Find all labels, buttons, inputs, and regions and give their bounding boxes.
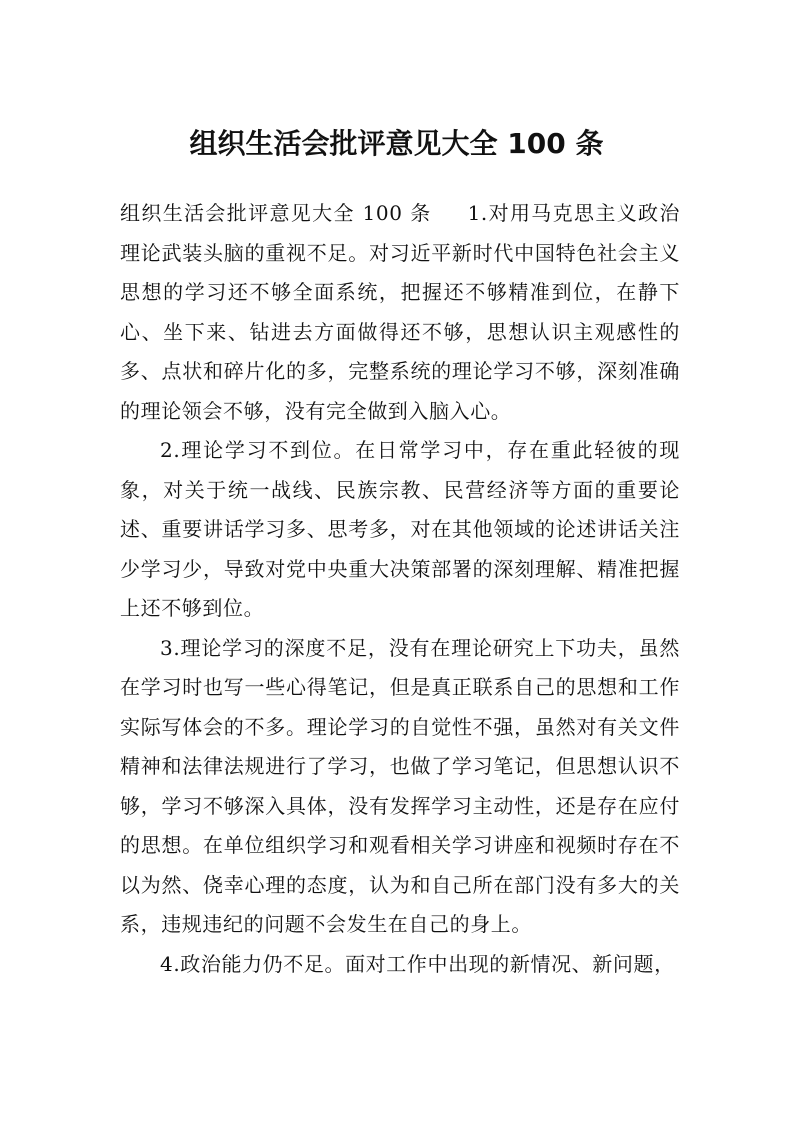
intro-heading: 组织生活会批评意见大全 100 条 (120, 201, 432, 225)
paragraph-1-text: 1.对用马克思主义政治理论武装头脑的重视不足。对习近平新时代中国特色社会主义思想的学习还不够全面系统，把握还不够精准到位，在静下心、坐下来、钻进去方面做得还不够，思想认识主观感性的多、点状和碎片化的多，完整系统的理论学习不够，深刻准确的理论领会不够，没有完全做到入脑入心。 (120, 201, 680, 423)
document-title: 组织生活会批评意见大全 100 条 (189, 127, 604, 160)
paragraph-4: 4.政治能力仍不足。面对工作中出现的新情况、新问题， (160, 951, 675, 976)
paragraph-2: 2.理论学习不到位。在日常学习中，存在重此轻彼的现象，对关于统一战线、民族宗教、民营经济等方面的重要论述、重要讲话学习多、思考多，对在其他领域的论述讲话关注少学习少，导致对党中央重大决策部署的深刻理解、精准把握上还不够到位。 (120, 438, 680, 620)
paragraph-1 (120, 194, 680, 431)
document-body (120, 194, 680, 984)
paragraph-3: 3.理论学习的深度不足，没有在理论研究上下功夫，虽然在学习时也写一些心得笔记，但是真正联系自己的思想和工作实际写体会的不多。理论学习的自觉性不强，虽然对有关文件精神和法律法规进行了学习，也做了学习笔记，但思想认识不够，学习不够深入具体，没有发挥学习主动性，还是存在应付的思想。在单位组织学习和观看相关学习讲座和视频时存在不以为然、侥幸心理的态度，认为和自己所在部门没有多大的关系，违规违纪的问题不会发生在自己的身上。 (120, 635, 680, 936)
